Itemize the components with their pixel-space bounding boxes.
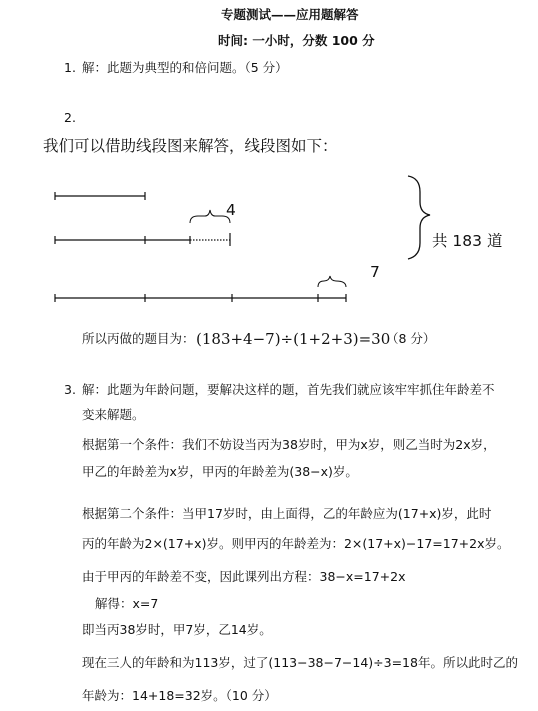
q3-number: 3.: [64, 382, 76, 397]
big-brace: [408, 176, 430, 259]
page-subtitle: 时间: 一小时，分数 100 分: [218, 33, 375, 48]
segment-2: [55, 233, 230, 246]
q2-intro: 我们可以借助线段图来解答，线段图如下：: [43, 137, 338, 155]
q2-answer-formula: (183+4−7)÷(1+2+3)=30: [196, 330, 391, 348]
q3-line-5: 根据第二个条件：当甲17岁时，由上面得，乙的年龄应为(17+x)岁，此时: [82, 506, 492, 521]
label-7: 7: [370, 263, 380, 281]
brace-4: [190, 210, 230, 223]
brace-7: [318, 276, 346, 287]
q2-answer-prefix: 所以丙做的题目为：: [82, 331, 195, 346]
segment-3: [55, 294, 346, 302]
q3-line-8: 解得：x=7: [95, 596, 159, 611]
q3-line-3: 根据第一个条件：我们不妨设当丙为38岁时，甲为x岁，则乙当时为2x岁，: [82, 437, 496, 452]
q1-number: 1.: [64, 60, 76, 75]
q3-line-4: 甲乙的年龄差为x岁，甲丙的年龄差为(38−x)岁。: [82, 464, 358, 479]
page-title: 专题测试——应用题解答: [221, 7, 359, 22]
segment-1: [55, 192, 145, 200]
q3-line-1: 解：此题为年龄问题，要解决这样的题，首先我们就应该牢牢抓住年龄差不: [82, 382, 495, 397]
q1-text: 解：此题为典型的和倍问题。（5 分）: [82, 60, 288, 75]
label-4: 4: [226, 201, 236, 219]
q3-line-6: 丙的年龄为2×(17+x)岁。则甲丙的年龄差为：2×(17+x)−17=17+2x岁。: [82, 536, 510, 551]
q3-line-7: 由于甲丙的年龄差不变，因此课列出方程：38−x=17+2x: [82, 569, 406, 584]
q2-number: 2.: [64, 110, 76, 125]
label-total: 共 183 道: [432, 232, 503, 250]
q3-line-9: 即当丙38岁时，甲7岁，乙14岁。: [82, 622, 272, 637]
q2-answer-score: （8 分）: [386, 331, 436, 346]
q3-line-10: 现在三人的年龄和为113岁，过了(113−38−7−14)÷3=18年。所以此时乙的: [82, 655, 518, 670]
q3-line-2: 变来解题。: [82, 407, 145, 422]
q3-line-11: 年龄为：14+18=32岁。（10 分）: [82, 688, 277, 703]
